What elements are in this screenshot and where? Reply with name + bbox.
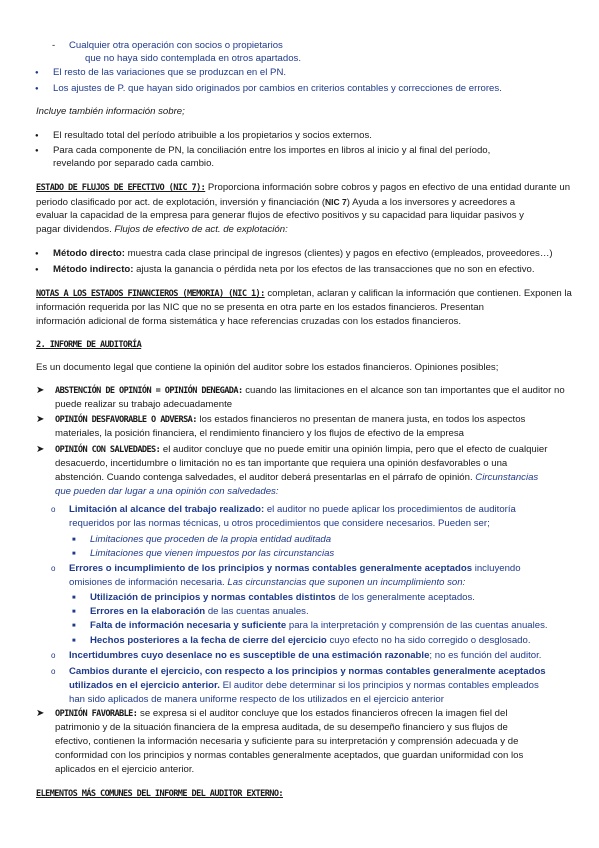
salvedades-line4: que pueden dar lugar a una opinión con salvedades: [55,486,279,497]
efe-line4 [36,224,288,236]
limitacion-sub1: Limitaciones que proceden de la propia entidad auditada [90,534,332,545]
metodo-indirecto-text: ajusta la ganancia o pérdida neta por los efectos de las transacciones que no son en efectivo. [136,264,535,275]
limitacion-sub2: Limitaciones que vienen impuestos por las circunstancias [90,548,335,559]
circle-marker: o [51,667,56,676]
bullet-marker: ● [35,70,39,76]
denegada-line2: puede realizar su trabajo adecuadamente [55,399,233,410]
limitacion-title: Limitación al alcance del trabajo realizado: [69,504,265,515]
arrow-icon: ➤ [36,385,45,396]
adversa-line2: materiales, la posición financiera, el rendimiento financiero y los flujos de efectivo de la empresa [55,428,465,439]
notas-text: completan, aclaran y califican la información que contienen. Exponen la [267,288,572,299]
include-item2-line1: Para cada componente de PN, la conciliación entre los importes en libros al inicio y al final del período, [53,145,491,156]
errores-sub1 [90,592,475,604]
efe-l2a: periodo clasificado por act. de explotación, inversión y financiación ( [36,197,326,208]
errores-s2b: de las cuentas anuales. [207,606,309,617]
metodo-indirecto-label: Método indirecto: [53,264,134,275]
salvedades-line3 [55,472,538,484]
bullet-ajustes: Los ajustes de P. que hayan sido originados por cambios en criterios contables y correcciones de errores. [53,83,502,94]
efe-line3: evaluar la capacidad de la empresa para generar flujos de efectivo positivos y su capacidad para liquidar pasivos y [36,210,524,221]
salvedades-l3a: abstención. Cuando contenga salvedades, el auditor deberá presentarlas en el párrafo de opinión. [55,472,473,483]
include-heading: Incluye también información sobre; [36,106,185,117]
square-marker: ■ [72,638,76,644]
favorable-line2: patrimonio y de la situación financiera de la empresa auditada, de su desempeño financiero y sus flujos de [55,722,508,733]
cambios-line2 [69,680,539,692]
errores-s4b: cuyo efecto no ha sido corregido o desglosado. [329,635,531,646]
limitacion-line2: requeridos por las normas técnicas, u otros procedimientos que considere necesarios. Pueden ser; [69,518,490,529]
adversa-text: los estados financieros no presentan de manera justa, en todos los aspectos [199,414,526,425]
nic7-ref: NIC 7 [325,197,347,207]
include-item1: El resultado total del período atribuible a los propietarios y socios externos. [53,130,372,141]
denegada-title: ABSTENCIÓN DE OPINIÓN = OPINIÓN DENEGADA: [55,386,243,396]
notas-line3: información adicional de forma sistemática y hace referencias cruzadas con los estados financieros. [36,316,462,327]
favorable-line3: efectivo, contienen la información necesaria y suficiente para su interpretación y comprensión adecuada y de [55,736,519,747]
informe-intro: Es un documento legal que contiene la opinión del auditor sobre los estados financieros. Opiniones posibles; [36,362,499,373]
circle-marker: o [51,651,56,660]
errores-s1b: de los generalmente aceptados. [338,592,475,603]
opinion-denegada [55,385,565,397]
favorable-title: OPINIÓN FAVORABLE: [55,709,138,719]
cambios-line1: Cambios durante el ejercicio, con respecto a los principios y normas contables generalmente aceptados [69,666,546,677]
denegada-text: cuando las limitaciones en el alcance son tan importantes que el auditor no [245,385,565,396]
section-heading-informe: 2. INFORME DE AUDITORÍA [36,340,142,350]
bullet-marker: ● [35,251,39,257]
salvedades-text: el auditor concluye que no puede emitir una opinión limpia, pero que el efecto de cualquier [162,444,548,455]
limitacion-alcance [69,504,516,516]
favorable-text: se expresa si el auditor concluye que los estados financieros ofrecen la imagen fiel del [140,708,508,719]
circle-marker: o [51,564,56,573]
adversa-title: OPINIÓN DESFAVORABLE O ADVERSA: [55,415,197,425]
favorable-line5: aplicados en el ejercicio anterior. [55,764,195,775]
metodo-directo-label: Método directo: [53,248,125,259]
efe-l4b: Flujos de efectivo de act. de explotación: [114,224,288,235]
opinion-adversa [55,414,525,426]
errores-s4a: Hechos posteriores a la fecha de cierre del ejercicio [90,635,327,646]
efe-line2 [36,196,515,209]
errores-sub2 [90,606,309,618]
arrow-icon: ➤ [36,414,45,425]
errores-title: Errores o incumplimiento de los principios y normas contables generalmente aceptados [69,563,473,574]
errores-l1b: incluyendo [474,563,521,574]
errores-sub4 [90,635,531,647]
errores-s3b: para la interpretación y comprensión de las cuentas anuales. [288,620,548,631]
include-item2-line2: revelando por separado cada cambio. [53,158,215,169]
opinion-salvedades [55,444,547,456]
metodo-directo [53,248,553,260]
square-marker: ■ [72,623,76,629]
errores-s3a: Falta de información necesaria y suficiente [90,620,287,631]
cambios-l2a: utilizados en el ejercicio anterior. [69,680,220,691]
errores-incumplimiento [69,563,521,575]
arrow-icon: ➤ [36,708,45,719]
dash-item-line1: Cualquier otra operación con socios o propietarios [69,40,283,51]
favorable-line4: conformidad con los principios y normas contables generalmente aceptados, que guardan uniformidad con los [55,750,524,761]
errores-l2a: omisiones de información necesaria. [69,577,225,588]
notas-line2: información requerida por las NIC que no se presenta en otra parte en los estados financieros. Presentan [36,302,484,313]
bullet-marker: ● [35,267,39,273]
efe-l4a: pagar dividendos. [36,224,112,235]
incertidumbres-title: Incertidumbres cuyo desenlace no es susceptible de una estimación razonable [69,650,430,661]
dash-item-line2: que no haya sido contemplada en otros apartados. [85,53,302,64]
limitacion-text: el auditor no puede aplicar los procedimientos de auditoría [266,504,516,515]
efe-title: ESTADO DE FLUJOS DE EFECTIVO (NIC 7): [36,183,206,193]
square-marker: ■ [72,537,76,543]
efe-l2c: ) Ayuda a los inversores y acreedores a [346,197,516,208]
errores-s1a: Utilización de principios y normas contables distintos [90,592,336,603]
efe-text: Proporciona información sobre cobros y pagos en efectivo de una entidad durante un [207,182,571,193]
square-marker: ■ [72,595,76,601]
efe-line1 [36,182,570,194]
bullet-marker: ● [35,133,39,139]
circle-marker: o [51,505,56,514]
dash-marker: - [52,40,56,51]
square-marker: ■ [72,551,76,557]
errores-line2 [69,577,465,589]
metodo-directo-text: muestra cada clase principal de ingresos (clientes) y pagos en efectivo (empleados, proveedores…) [127,248,553,259]
incertidumbres [69,650,541,662]
errores-s2a: Errores en la elaboración [90,606,206,617]
salvedades-title: OPINIÓN CON SALVEDADES: [55,445,161,455]
cambios-line3: han sido aplicados de manera uniforme respecto de los utilizados en el ejercicio anterior [69,694,444,705]
square-marker: ■ [72,609,76,615]
bullet-marker: ● [35,148,39,154]
elementos-heading: ELEMENTOS MÁS COMUNES DEL INFORME DEL AUDITOR EXTERNO: [36,789,283,799]
notas-line1 [36,288,572,300]
metodo-indirecto [53,264,535,276]
salvedades-l3b: Circunstancias [475,472,539,483]
salvedades-line2: desacuerdo, incertidumbre o limitación no es tan importante que requiera una opinión desfavorables o una [55,458,508,469]
cambios-l2b: El auditor debe determinar si los principios y normas contables empleados [222,680,539,691]
incertidumbres-text: ; no es función del auditor. [429,650,542,661]
notas-title: NOTAS A LOS ESTADOS FINANCIEROS (MEMORIA) (NIC 1): [36,289,265,299]
arrow-icon: ➤ [36,444,45,455]
bullet-pn-variaciones: El resto de las variaciones que se produzcan en el PN. [53,67,287,78]
bullet-marker: ● [35,86,39,92]
opinion-favorable [55,708,507,720]
errores-sub3 [90,620,548,632]
errores-l2b: Las circunstancias que suponen un incumplimiento son: [227,577,466,588]
